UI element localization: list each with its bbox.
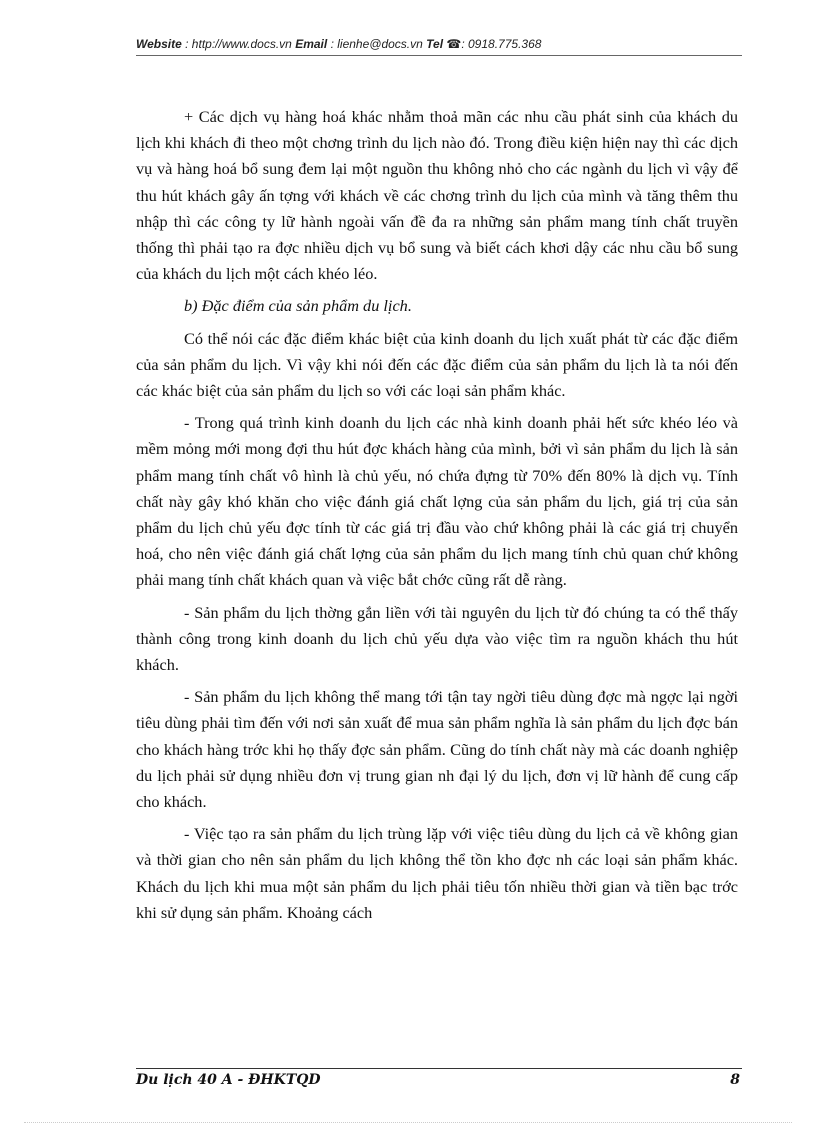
tel-text: : 0918.775.368	[461, 37, 542, 51]
paragraph-resources: - Sản phẩm du lịch thờng gắn liền với tài nguyên du lịch từ đó chúng ta có thể thấy thành công trong kinh doanh du lịch chủ yếu dựa vào việc tìm ra nguồn khách thu hút khách.	[136, 602, 738, 675]
paragraph-intermediaries: - Sản phẩm du lịch không thể mang tới tận tay ngời tiêu dùng đợc mà ngợc lại ngời tiêu dùng phải tìm đến với nơi sản xuất để mua sản phẩm nghĩa là sản phẩm du lịch đợc bán cho khách hàng trớc khi họ thấy đợc sản phẩm. Cũng do tính chất này mà các doanh nghiệp du lịch phải sử dụng nhiều đơn vị trung gian nh đại lý du lịch, đơn vị lữ hành để cung cấp cho khách.	[136, 687, 738, 812]
email-label: Email	[295, 37, 328, 51]
paragraph-intangible: - Trong quá trình kinh doanh du lịch các nhà kinh doanh phải hết sức khéo léo và mềm mỏng mới mong đợi thu hút đợc khách hàng của mình, bởi vì sản phẩm du lịch là sản phẩm mang tính chất vô hình là chủ yếu, nó chứa đựng từ 70% đến 80% là dịch vụ. Tính chất này gây khó khăn cho việc đánh giá chất lợng của sản phẩm du lịch, giá trị của sản phẩm du lịch chủ yếu đợc tính từ các giá trị đầu vào chứ không phải là các giá trị chuyển hoá, cho nên việc đánh giá chất lợng của sản phẩm du lịch mang tính chủ quan chứ không phải mang tính chất khách quan và việc bắt chớc cũng rất dễ ràng.	[136, 413, 738, 590]
page-number: 8	[730, 1072, 740, 1088]
header-divider	[136, 55, 742, 56]
footer-divider	[136, 1068, 742, 1069]
paragraph-characteristics-intro: Có thể nói các đặc điểm khác biệt của kinh doanh du lịch xuất phát từ các đặc điểm của sản phẩm du lịch. Vì vậy khi nói đến các đặc điểm của sản phẩm du lịch là ta nói đến các khác biệt của sản phẩm du lịch so với các loại sản phẩm khác.	[136, 328, 738, 401]
phone-icon: ☎	[446, 37, 462, 51]
page-header	[136, 37, 742, 51]
document-body	[136, 104, 738, 932]
paragraph-services: + Các dịch vụ hàng hoá khác nhằm thoả mãn các nhu cầu phát sinh của khách du lịch khi khách đi theo một chơng trình du lịch nào đó. Trong điều kiện hiện nay thì các dịch vụ và hàng hoá bổ sung đem lại một nguồn thu không nhỏ cho các ngành du lịch vì vậy để thu hút khách gây ấn tợng với khách về các chơng trình du lịch của mình và tăng thêm thu nhập thì các công ty lữ hành ngoài vấn đề đa ra những sản phẩm mang tính chất truyền thống thì phải tạo ra đợc nhiều dịch vụ bổ sung và biết cách khơi dậy các nhu cầu bổ sung của khách du lịch một cách khéo léo.	[136, 107, 738, 284]
website-label: Website	[136, 37, 182, 51]
tel-label: Tel	[426, 37, 444, 51]
paragraph-simultaneity: - Việc tạo ra sản phẩm du lịch trùng lặp với việc tiêu dùng du lịch cả về không gian và thời gian cho nên sản phẩm du lịch không thể tồn kho đợc nh các loại sản phẩm khác. Khách du lịch khi mua một sản phẩm du lịch phải tiêu tốn nhiều thời gian và tiền bạc trớc khi sử dụng sản phẩm. Khoảng cách	[136, 824, 738, 922]
footer-title: Du lịch 40 A - ĐHKTQD	[136, 1072, 321, 1088]
section-heading-b: b) Đặc điểm của sản phẩm du lịch.	[184, 296, 412, 316]
website-text: : http://www.docs.vn	[185, 37, 292, 51]
email-text: : lienhe@docs.vn	[330, 37, 423, 51]
